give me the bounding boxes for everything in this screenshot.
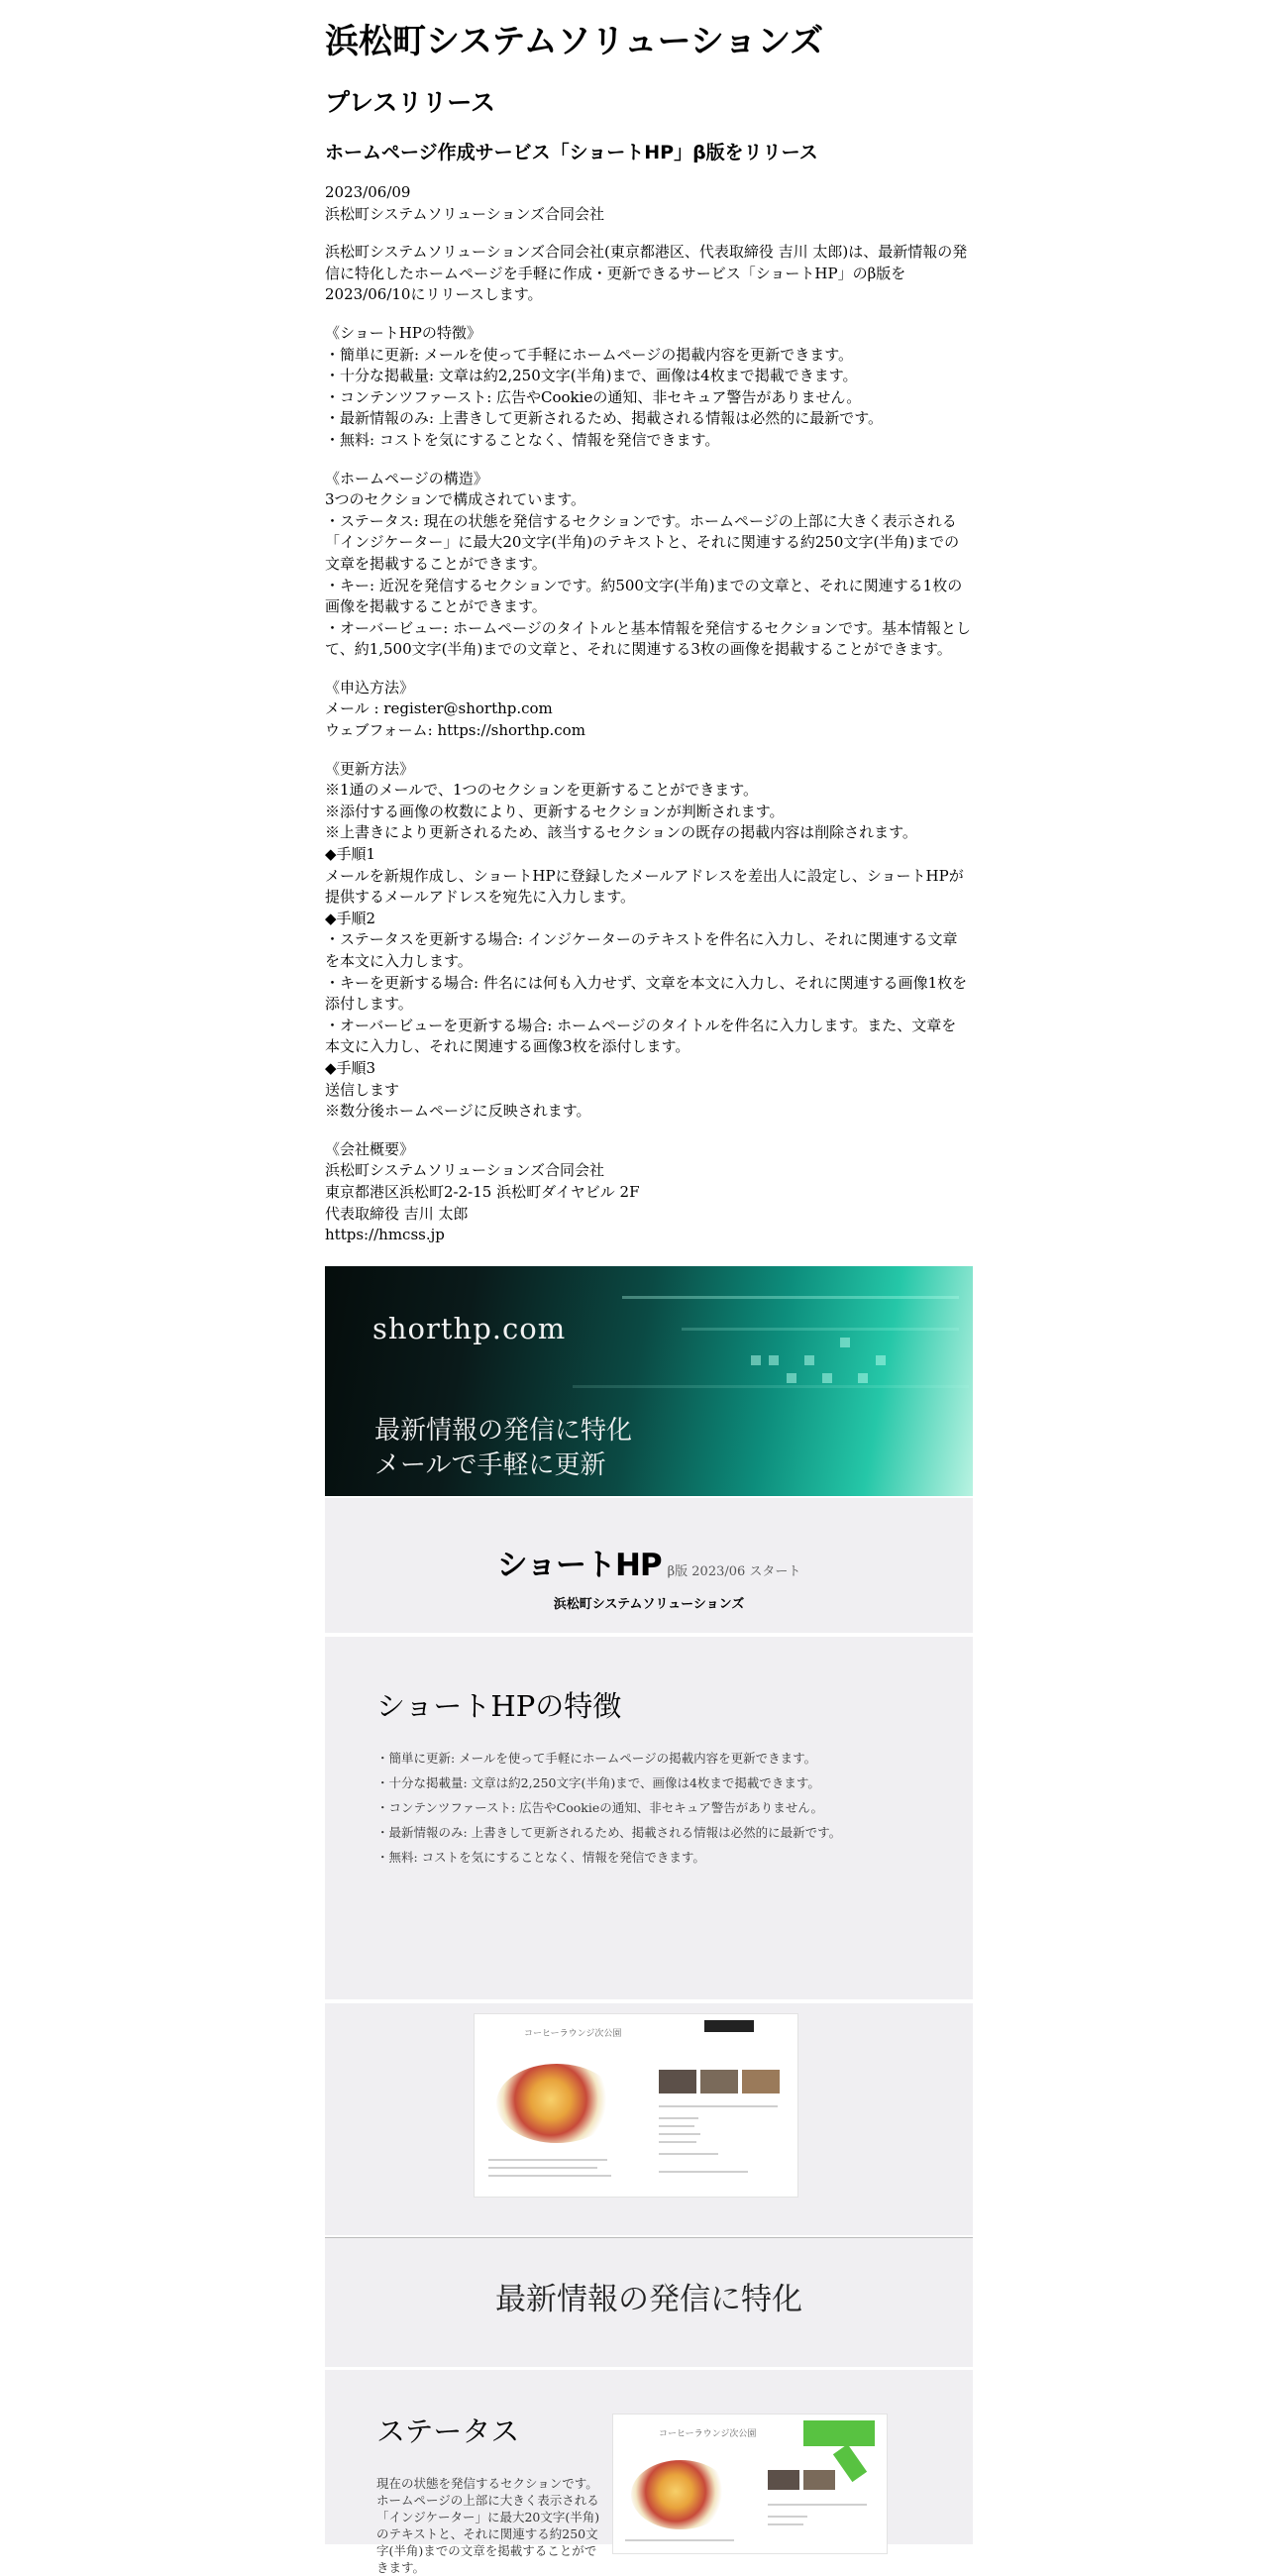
dessert-image — [496, 2064, 617, 2143]
structure-item: ・キー: 近況を発信するセクションです。約500文字(半角)までの文章と、それに関連する1枚の画像を掲載することができます。 — [325, 576, 963, 616]
arrow-icon — [833, 2444, 867, 2482]
text-line — [659, 2117, 698, 2119]
sample-page-screenshot — [474, 2013, 798, 2198]
brand-company: 浜松町システムソリューションズ — [553, 1597, 745, 1612]
feature-item: ・無料: コストを気にすることなく、情報を発信できます。 — [325, 430, 720, 449]
structure-heading: 《ホームページの構造》 — [325, 469, 488, 487]
release-title: ホームページ作成サービス「ショートHP」β版をリリース — [325, 142, 818, 163]
decor-pixel — [769, 1355, 779, 1365]
update-step-label: ◆手順3 — [325, 1058, 376, 1077]
list-item: ・コンテンツファースト: 広告やCookieの通知、非セキュア警告がありません。 — [376, 1800, 824, 1815]
slogan-panel — [325, 2237, 973, 2367]
text-line — [659, 2171, 748, 2173]
company-address: 東京都港区浜松町2-2-15 浜松町ダイヤビル 2F — [325, 1182, 640, 1201]
decor-pixel — [858, 1373, 868, 1383]
decor-stripe — [682, 1328, 959, 1331]
update-block — [325, 759, 971, 1123]
logo-text: ショートHP — [496, 1548, 662, 1583]
mock-title: コーヒーラウンジ次公園 — [524, 2029, 622, 2039]
release-intro: 浜松町システムソリューションズ合同会社(東京都港区、代表取締役 吉川 太郎)は、最新情報の発信に特化したホームページを手軽に作成・更新できるサービス「ショートHP」のβ版を2023/06/10にリリースします。 — [325, 243, 968, 304]
screenshot-panel — [325, 2003, 973, 2235]
decor-pixel — [840, 1338, 850, 1347]
decor-pixel — [787, 1373, 796, 1383]
features-list — [376, 1746, 841, 1870]
decor-pixel — [751, 1355, 761, 1365]
text-line — [488, 2167, 597, 2169]
feature-item: ・コンテンツファースト: 広告やCookieの通知、非セキュア警告がありません。 — [325, 387, 862, 406]
section-title: プレスリリース — [325, 88, 496, 117]
update-item: ・オーバービューを更新する場合: ホームページのタイトルを件名に入力します。また、文章を本文に入力し、それに関連する画像3枚を添付します。 — [325, 1016, 957, 1056]
update-item: ※数分後ホームページに反映されます。 — [325, 1102, 591, 1121]
text-line — [488, 2159, 607, 2161]
indicator-highlight — [803, 2420, 875, 2446]
indicator-bar — [704, 2020, 754, 2032]
text-line — [768, 2523, 803, 2525]
text-line — [659, 2153, 718, 2155]
company-title: 浜松町システムソリューションズ — [325, 22, 824, 61]
slogan-text: 最新情報の発信に特化 — [495, 2282, 802, 2317]
mock-title: コーヒーラウンジ次公園 — [659, 2429, 757, 2439]
decor-pixel — [804, 1355, 814, 1365]
hero-tagline: メールで手軽に更新 — [374, 1450, 606, 1480]
status-panel — [325, 2370, 973, 2575]
list-item: ・十分な掲載量: 文章は約2,250文字(半角)まで、画像は4枚まで掲載できます。 — [376, 1775, 820, 1790]
release-issuer: 浜松町システムソリューションズ合同会社 — [325, 204, 605, 223]
update-item: メールを新規作成し、ショートHPに登録したメールアドレスを差出人に設定し、ショートHPが提供するメールアドレスを宛先に入力します。 — [325, 866, 964, 907]
decor-stripe — [573, 1385, 969, 1388]
company-heading: 《会社概要》 — [325, 1139, 415, 1158]
apply-heading: 《申込方法》 — [325, 678, 415, 697]
decor-pixel — [876, 1355, 886, 1365]
apply-email: メール : register@shorthp.com — [325, 699, 553, 718]
features-heading: 《ショートHPの特徴》 — [325, 323, 481, 342]
text-line — [659, 2105, 778, 2107]
list-item: ・簡単に更新: メールを使って手軽にホームページの掲載内容を更新できます。 — [376, 1751, 817, 1766]
apply-block — [325, 678, 971, 742]
list-item: ・最新情報のみ: 上書きして更新されるため、掲載される情報は必然的に最新です。 — [376, 1825, 842, 1840]
feature-item: ・簡単に更新: メールを使って手軽にホームページの掲載内容を更新できます。 — [325, 345, 854, 364]
thumb-image — [659, 2070, 696, 2093]
release-date: 2023/06/09 — [325, 183, 411, 201]
press-release-body — [325, 182, 971, 1246]
company-block — [325, 1139, 971, 1246]
status-sample-screenshot — [612, 2414, 888, 2554]
text-line — [625, 2539, 734, 2541]
company-url-link[interactable]: https://hmcss.jp — [325, 1226, 445, 1244]
update-step-label: ◆手順1 — [325, 845, 376, 864]
update-step-label: ◆手順2 — [325, 909, 376, 927]
thumb-image — [803, 2470, 835, 2490]
status-title: ステータス — [376, 2415, 520, 2448]
beta-label: β版 2023/06 スタート — [667, 1564, 801, 1579]
features-block — [325, 323, 971, 452]
update-item: ※添付する画像の枚数により、更新するセクションが判断されます。 — [325, 802, 785, 820]
text-line — [659, 2125, 694, 2127]
structure-item: ・オーバービュー: ホームページのタイトルと基本情報を発信するセクションです。基本情報として、約1,500文字(半角)までの文章と、それに関連する3枚の画像を掲載することができます。 — [325, 618, 971, 659]
update-heading: 《更新方法》 — [325, 759, 415, 778]
text-line — [659, 2141, 696, 2143]
features-panel-title: ショートHPの特徴 — [376, 1689, 622, 1723]
structure-item: ・ステータス: 現在の状態を発信するセクションです。ホームページの上部に大きく表示される「インジケーター」に最大20文字(半角)のテキストと、それに関連する約250文字(半角)までの文章を掲載することができます。 — [325, 511, 960, 573]
update-item: ・ステータスを更新する場合: インジケーターのテキストを件名に入力し、それに関連する文章を本文に入力します。 — [325, 930, 958, 970]
hero-tagline: 最新情報の発信に特化 — [374, 1416, 633, 1446]
hero-domain: shorthp.com — [372, 1312, 567, 1345]
dessert-image — [631, 2460, 730, 2529]
company-name: 浜松町システムソリューションズ合同会社 — [325, 1161, 605, 1180]
brand-logo — [325, 1540, 973, 1584]
text-line — [659, 2133, 700, 2135]
brand-panel — [325, 1498, 973, 1633]
thumb-image — [742, 2070, 780, 2093]
thumb-image — [700, 2070, 738, 2093]
update-item: ※1通のメールで、1つのセクションを更新することができます。 — [325, 781, 758, 800]
hero-banner — [325, 1266, 973, 1496]
decor-pixel — [822, 1373, 832, 1383]
feature-item: ・十分な掲載量: 文章は約2,250文字(半角)まで、画像は4枚まで掲載できます。 — [325, 367, 858, 385]
features-panel — [325, 1637, 973, 1999]
release-meta — [325, 182, 971, 225]
update-item: ※上書きにより更新されるため、該当するセクションの既存の掲載内容は削除されます。 — [325, 823, 917, 842]
text-line — [768, 2516, 807, 2518]
list-item: ・無料: コストを気にすることなく、情報を発信できます。 — [376, 1850, 705, 1865]
text-line — [768, 2504, 867, 2506]
apply-webform: ウェブフォーム: https://shorthp.com — [325, 721, 585, 740]
structure-item: 3つのセクションで構成されています。 — [325, 490, 586, 509]
decor-stripe — [622, 1296, 959, 1299]
update-item: ・キーを更新する場合: 件名には何も入力せず、文章を本文に入力し、それに関連する画像1枚を添付します。 — [325, 973, 968, 1014]
text-line — [488, 2175, 611, 2177]
thumb-image — [768, 2470, 799, 2490]
update-item: 送信します — [325, 1080, 400, 1099]
status-description: 現在の状態を発信するセクションです。ホームページの上部に大きく表示される「インジケーター」に最大20文字(半角)のテキストと、それに関連する約250文字(半角)までの文章を掲載することができます。 — [376, 2476, 600, 2575]
structure-block — [325, 469, 971, 661]
feature-item: ・最新情報のみ: 上書きして更新されるため、掲載される情報は必然的に最新です。 — [325, 409, 884, 428]
company-ceo: 代表取締役 吉川 太郎 — [325, 1204, 469, 1223]
